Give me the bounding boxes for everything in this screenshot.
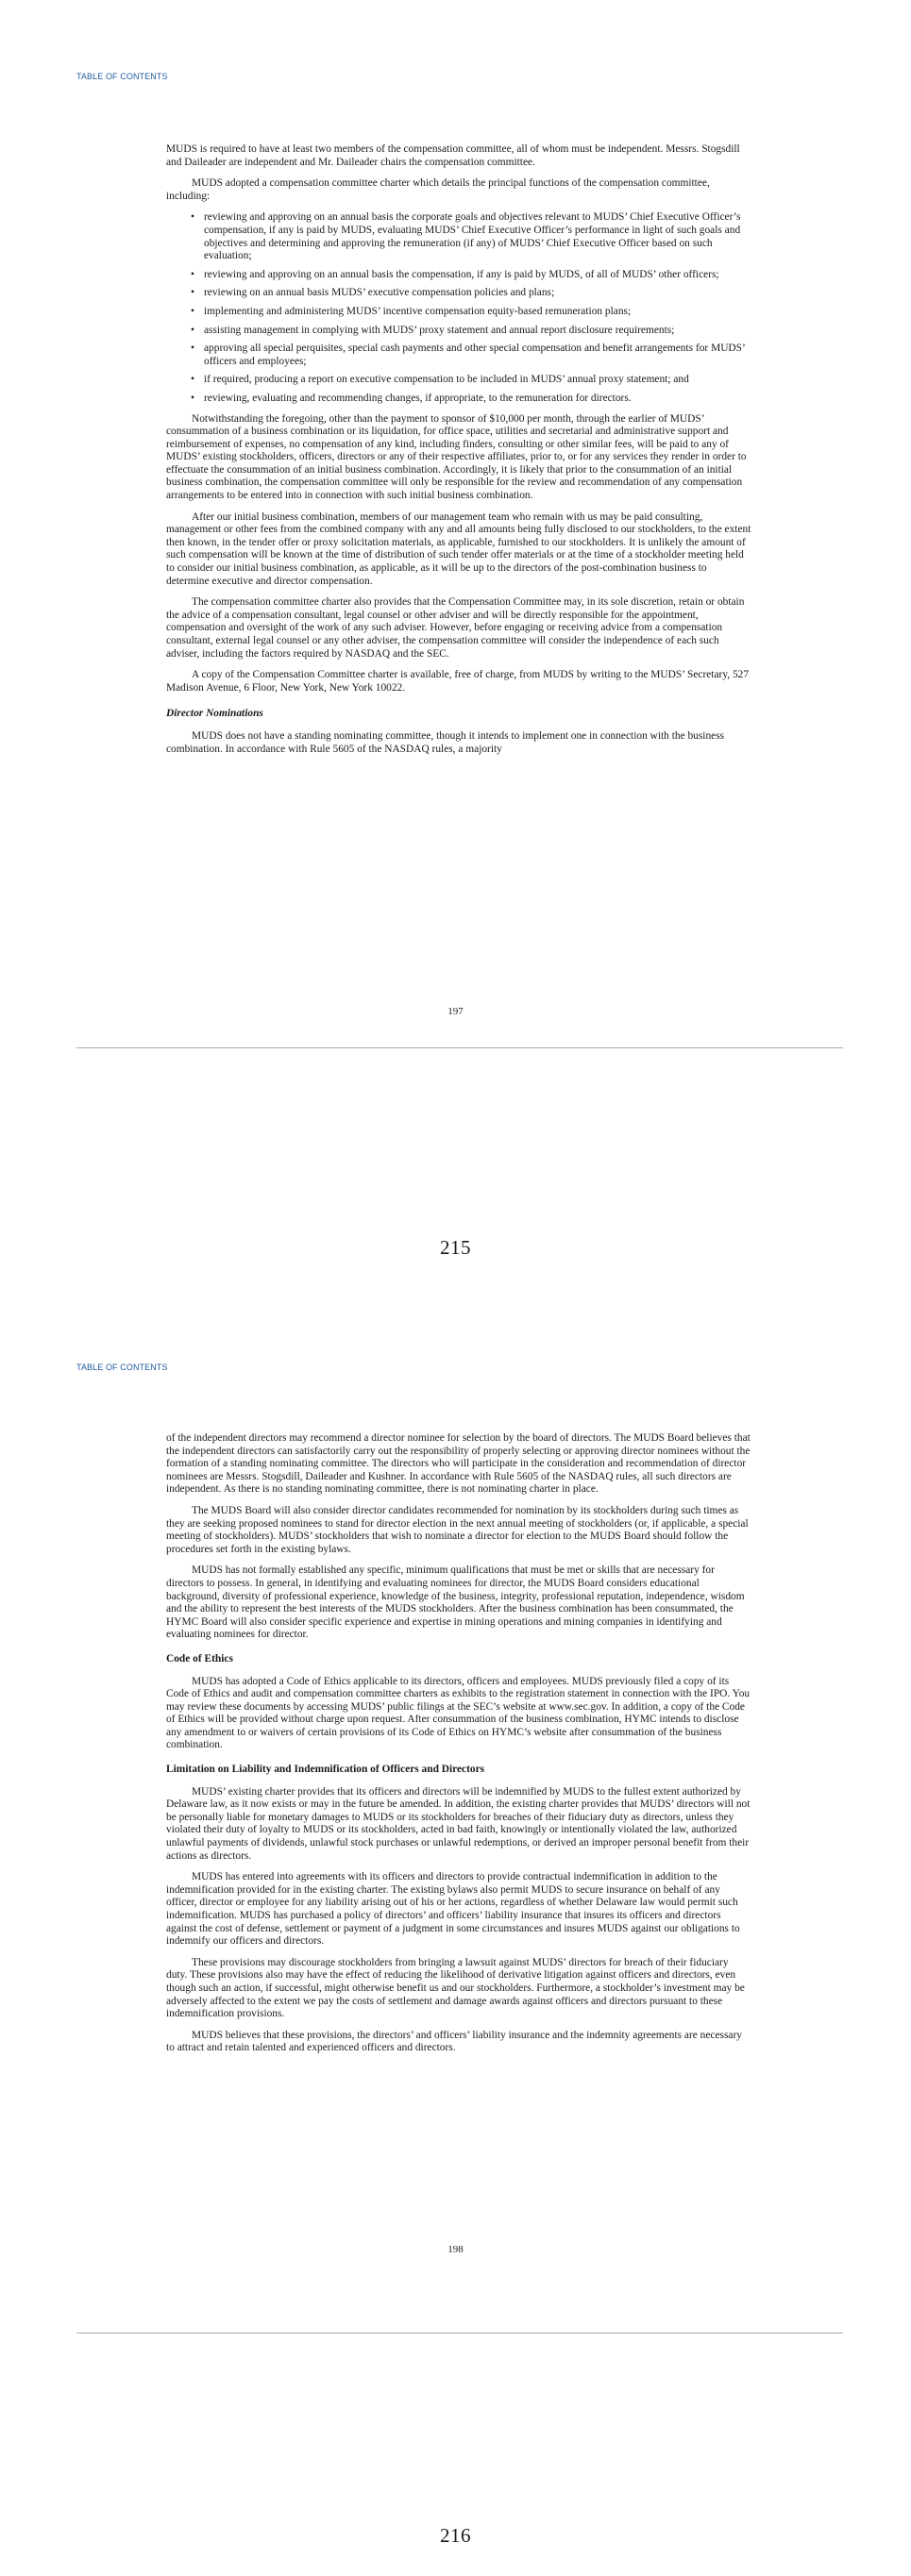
list-item: • assisting management in complying with MUDS’ proxy statement and annual report disclosure requirements; [204,325,751,338]
section-heading-director-nominations: Director Nominations [166,708,263,720]
paragraph: MUDS has not formally established any specific, minimum qualifications that must be met or skills that are necessary for directors to possess. In general, in identifying and evaluating nominees for director, the MUDS Board considers educational background, diversity of professional experience, knowledge of the business, integrity, professional reputation, independence, wisdom and the ability to represent the best interests of the MUDS stockholders. After the business combination has been consummated, the HYMC Board will also consider specific experience and expertise in mining operations and mining companies in identifying and evaluating nominees for director. [166,1564,745,1641]
page-number: 198 [447,2244,464,2255]
paragraph: MUDS believes that these provisions, the directors’ and officers’ liability insurance and the indemnity agreements are necessary to attract and retain talented and experienced officers and directors. [166,2029,742,2054]
paragraph: After our initial business combination, members of our management team who remain with us may be paid consulting, management or other fees from the combined company with any and all amounts being fully disclosed to our stockholders, to the extent then known, in the tender offer or proxy solicitation materials, as applicable, furnished to our stockholders. It is unlikely the amount of such compensation will be known at the time of distribution of such tender offer materials or at the time of a stockholder meeting held to consider our initial business combination, as applicable, as it will be up to the directors of the post-combination business to determine executive and director compensation. [166,510,751,587]
paragraph: Notwithstanding the foregoing, other than the payment to sponsor of $10,000 per month, through the earlier of MUDS’ consummation of a business combination or its liquidation, for office space, utilities and secretarial and administrative support and reimbursement of expenses, no compensation of any kind, including finders, consulting or other similar fees, will be paid to any of MUDS’ existing stockholders, officers, directors or any of their respective affiliates, prior to, or for any services they render in order to effectuate the consummation of an initial business combination. Accordingly, it is likely that prior to the consummation of an initial business combination, the compensation committee will only be responsible for the review and recommendation of any compensation arrangements to be entered into in connection with such initial business combination. [166,412,747,502]
list-item: • reviewing, evaluating and recommending changes, if appropriate, to the remuneration for directors. [204,393,751,406]
paragraph: MUDS has entered into agreements with its officers and directors to provide contractual indemnification in addition to the indemnification provided for in the existing charter. The existing bylaws also permit MUDS to secure insurance on behalf of any officer, director or employee for any liability arising out of his or her actions, regardless of whether Delaware law would permit such indemnification. MUDS has purchased a policy of directors’ and officers’ liability insurance that insures its officers and directors against the cost of defense, settlement or payment of a judgment in some circumstances and insures MUDS against our obligations to indemnify our officers and directors. [166,1871,740,1948]
table-of-contents-link[interactable]: TABLE OF CONTENTS [76,1363,168,1372]
section-heading-code-of-ethics: Code of Ethics [166,1652,233,1664]
table-of-contents-link[interactable]: TABLE OF CONTENTS [76,72,168,81]
pdf-page-number: 216 [440,2524,471,2547]
page-divider [76,1047,843,1048]
paragraph: MUDS does not have a standing nominating committee, though it intends to implement one in connection with the business combination. In accordance with Rule 5605 of the NASDAQ rules, a majority [166,729,725,755]
list-item: • reviewing on an annual basis MUDS’ executive compensation policies and plans; [204,287,751,300]
paragraph: The MUDS Board will also consider director candidates recommended for nomination by its stockholders during such times as they are seeking proposed nominees to stand for director election in the next annual meeting of stockholders (or, if applicable, a special meeting of stockholders). MUDS’ stockholders that wish to nominate a director for election to the MUDS Board should follow the procedures set forth in the existing bylaws. [166,1504,749,1555]
paragraph: MUDS has adopted a Code of Ethics applicable to its directors, officers and employees. MUDS previously filed a copy of its Code of Ethics and audit and compensation committee charters as exhibits to the registration statement in connection with the IPO. You may review these documents by accessing MUDS’ public filings at the SEC’s website at www.sec.gov. In addition, a copy of the Code of Ethics will be provided without charge upon request. After consummation of the business combination, HYMC intends to disclose any amendment to or waivers of certain provisions of its Code of Ethics on HYMC’s website after consummation of the business combination. [166,1675,751,1751]
list-item: • if required, producing a report on executive compensation to be included in MUDS’ annual proxy statement; and [204,374,751,387]
paragraph: These provisions may discourage stockholders from bringing a lawsuit against MUDS’ directors for breach of their fiduciary duty. These provisions also may have the effect of reducing the likelihood of derivative litigation against officers and directors, even though such an action, if successful, might otherwise benefit us and our stockholders. Furthermore, a stockholder’s investment may be adversely affected to the extent we pay the costs of settlement and damage awards against officers and directors pursuant to these indemnification provisions. [166,1956,745,2020]
paragraph: MUDS’ existing charter provides that its officers and directors will be indemnified by MUDS to the fullest extent authorized by Delaware law, as it now exists or may in the future be amended. In addition, the existing charter provides that MUDS’ directors will not be personally liable for monetary damages to MUDS or its stockholders for breaches of their fiduciary duty as directors, unless they violated their duty of loyalty to MUDS or its stockholders, acted in bad faith, knowingly or intentionally violated the law, authorized unlawful payments of dividends, unlawful stock purchases or unlawful redemptions, or derived an improper personal benefit from their actions as directors. [166,1785,751,1862]
charter-intro: MUDS adopted a compensation committee charter which details the principal functions of the compensation committee, including: [166,177,710,202]
pdf-page-number: 215 [440,1236,471,1259]
list-item: • implementing and administering MUDS’ incentive compensation equity-based remuneration plans; [204,306,751,319]
compensation-committee-intro: MUDS is required to have at least two members of the compensation committee, all of whom must be independent. Messrs. Stogsdill and Daileader are independent and Mr. Daileader chairs the compensation committee. [166,143,740,168]
list-item: • approving all special perquisites, special cash payments and other special compensation and benefit arrangements for MUDS’ officers and employees; [204,343,751,368]
page-number: 197 [447,1006,464,1017]
page-197-body [166,143,751,764]
list-item: • reviewing and approving on an annual basis the compensation, if any is paid by MUDS, of all of MUDS’ other officers; [204,269,751,282]
section-heading-liability: Limitation on Liability and Indemnification of Officers and Directors [166,1764,485,1776]
list-item: • reviewing and approving on an annual basis the corporate goals and objectives relevant to MUDS’ Chief Executive Officer’s compensation, if any is paid by MUDS, evaluating MUDS’ Chief Executive Officer’s performance in light of such goals and objectives and determining and approving the remuneration (if any) of MUDS’ Chief Executive Officer based on such evaluation; [204,211,751,262]
paragraph: A copy of the Compensation Committee charter is available, free of charge, from MUDS by writing to the MUDS’ Secretary, 527 Madison Avenue, 6 Floor, New York, New York 10022. [166,669,750,694]
paragraph: The compensation committee charter also provides that the Compensation Committee may, in its sole discretion, retain or obtain the advice of a compensation consultant, legal counsel or other adviser and will be directly responsible for the appointment, compensation and oversight of the work of any such adviser. However, before engaging or receiving advice from a compensation consultant, external legal counsel or any other adviser, the compensation committee will consider the independence of each such adviser, including the factors required by NASDAQ and the SEC. [166,596,745,660]
page-198-body [166,1432,751,2064]
committee-functions-list [166,211,751,405]
paragraph: of the independent directors may recommend a director nominee for selection by the board of directors. The MUDS Board believes that the independent directors can satisfactorily carry out the responsibility of properly selecting or approving director nominees without the formation of a standing nominating committee. The directors who will participate in the consideration and recommendation of director nominees are Messrs. Stogsdill, Daileader and Kushner. In accordance with Rule 5605 of the NASDAQ rules, all such directors are independent. As there is no standing nominating committee, there is not nominating charter in place. [166,1432,751,1496]
